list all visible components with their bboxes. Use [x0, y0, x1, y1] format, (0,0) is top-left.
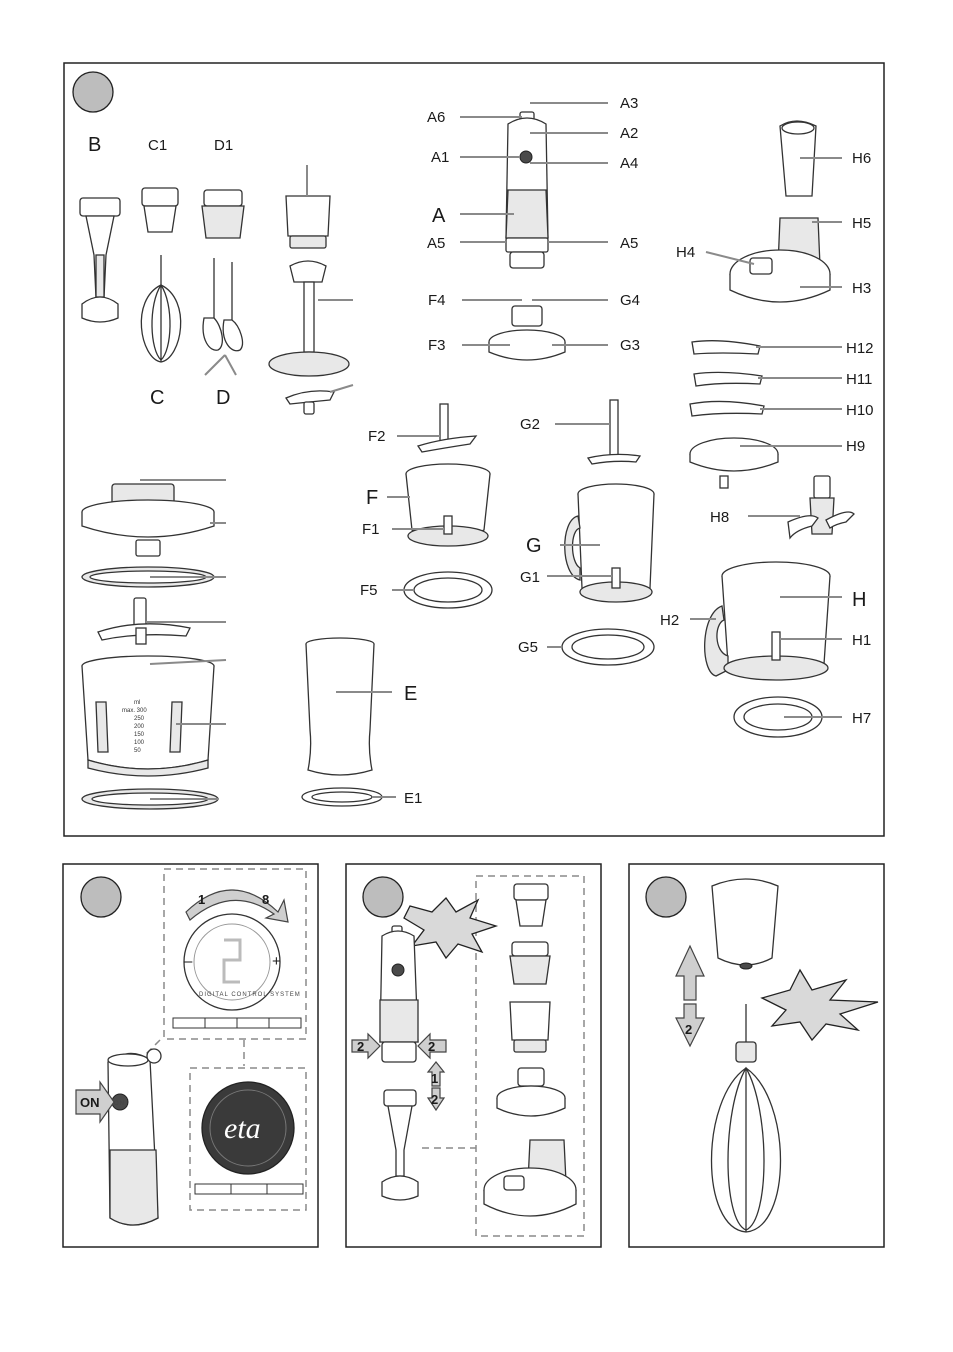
label-h10: H10	[846, 402, 874, 419]
leader-masher-blade	[330, 385, 353, 392]
label-f: F	[366, 487, 379, 509]
label-g1: G1	[520, 569, 541, 586]
label-f2: F2	[368, 428, 386, 445]
motor-unit-front-view	[380, 926, 418, 1062]
label-a3: A3	[620, 95, 639, 112]
label-h12: H12	[846, 340, 874, 357]
speed-indicator-bar	[173, 1018, 301, 1028]
part-g5-base-ring	[562, 629, 654, 665]
press-right-number: 2	[428, 1039, 436, 1054]
label-h7: H7	[852, 710, 872, 727]
label-h5: H5	[852, 215, 872, 232]
scale-mark-50: 50	[134, 748, 141, 754]
whisk-down-number: 2	[685, 1022, 693, 1037]
scale-mark-250: 250	[134, 716, 145, 722]
label-g4: G4	[620, 292, 641, 309]
label-b: B	[88, 134, 102, 156]
accessory-whisk-coupler	[514, 884, 548, 926]
part-h3-lid	[730, 218, 830, 302]
label-a5-left: A5	[427, 235, 446, 252]
label-f5: F5	[360, 582, 378, 599]
eta-logo-text: eta	[224, 1112, 261, 1145]
label-h8: H8	[710, 509, 730, 526]
label-h2: H2	[660, 612, 680, 629]
attach-down-number: 2	[431, 1092, 439, 1107]
label-f3: F3	[428, 337, 446, 354]
whisk-coupler-large	[712, 879, 778, 969]
label-c: C	[150, 387, 165, 409]
part-e-beaker	[306, 638, 374, 775]
scale-mark-ml: ml	[134, 700, 141, 706]
part-chopper-lid	[82, 484, 214, 556]
label-a1: A1	[431, 149, 450, 166]
part-h10-disc	[690, 401, 764, 416]
label-e: E	[404, 683, 418, 705]
label-h11: H11	[846, 371, 873, 388]
part-masher	[269, 196, 349, 414]
part-chopper-bowl	[82, 656, 214, 776]
part-e1-base-ring	[302, 788, 382, 806]
whisk-large	[712, 1004, 781, 1232]
label-g: G	[526, 535, 542, 557]
part-h12-disc	[692, 341, 760, 354]
press-left-number: 2	[357, 1039, 365, 1054]
part-h11-disc	[694, 372, 762, 386]
label-h9: H9	[846, 438, 866, 455]
speed-minus: –	[184, 953, 193, 970]
label-f4: F4	[428, 292, 446, 309]
accessory-gearbox-lid	[497, 1068, 565, 1116]
part-a-motor-unit	[506, 112, 548, 268]
label-a5-right: A5	[620, 235, 639, 252]
scale-mark-max: max. 300	[122, 708, 147, 714]
accessory-masher-top	[510, 1002, 550, 1052]
label-e1: E1	[404, 790, 423, 807]
scale-mark-200: 200	[134, 724, 145, 730]
panel-marker-3	[363, 877, 403, 917]
blender-shaft-attach	[382, 1090, 418, 1200]
on-button-text: ON	[114, 1101, 125, 1107]
label-h4: H4	[676, 244, 696, 261]
attach-up-number: 1	[431, 1071, 439, 1086]
part-c1-whisk-coupler	[142, 188, 178, 232]
motor-unit-side-view	[108, 1049, 161, 1225]
label-a6: A6	[427, 109, 446, 126]
dial-ring-text: DIGITAL CONTROL SYSTEM	[199, 992, 301, 998]
part-f3-g3-lid	[489, 306, 565, 360]
label-d1: D1	[214, 137, 234, 154]
part-g2-blade	[588, 400, 640, 464]
accessory-processor-lid	[484, 1140, 576, 1216]
label-a4: A4	[620, 155, 639, 172]
panel-marker-2	[81, 877, 121, 917]
label-h: H	[852, 589, 867, 611]
label-f1: F1	[362, 521, 380, 538]
click-burst-icon-2	[762, 970, 878, 1040]
label-a2: A2	[620, 125, 639, 142]
label-a: A	[432, 205, 446, 227]
on-arrow-text: ON	[80, 1095, 100, 1110]
label-g2: G2	[520, 416, 541, 433]
speed-min: 1	[198, 892, 206, 907]
label-h6: H6	[852, 150, 872, 167]
scale-mark-150: 150	[134, 732, 145, 738]
label-g3: G3	[620, 337, 641, 354]
logo-indicator-bar	[195, 1184, 303, 1194]
label-c1: C1	[148, 137, 168, 154]
part-c-whisk	[141, 255, 180, 362]
part-h-bowl	[705, 562, 830, 680]
part-h8-blade	[788, 476, 854, 538]
detach-up-arrow	[676, 946, 704, 1000]
click-burst-icon	[404, 898, 496, 958]
part-f5-base-ring	[404, 572, 492, 608]
panel-marker-4	[646, 877, 686, 917]
label-h3: H3	[852, 280, 872, 297]
part-f2-blade	[418, 404, 476, 452]
speed-plus: +	[272, 953, 281, 970]
label-h1: H1	[852, 632, 872, 649]
part-d1-beater-coupler	[202, 190, 244, 238]
label-g5: G5	[518, 639, 539, 656]
panel-marker-1	[73, 72, 113, 112]
speed-max: 8	[262, 892, 270, 907]
accessory-beater-coupler	[510, 942, 550, 984]
part-f-bowl	[406, 464, 490, 546]
part-g-jug	[565, 484, 654, 602]
part-d-beaters	[203, 258, 242, 375]
label-d: D	[216, 387, 231, 409]
part-b-blender-shaft	[80, 198, 120, 322]
scale-mark-100: 100	[134, 740, 145, 746]
